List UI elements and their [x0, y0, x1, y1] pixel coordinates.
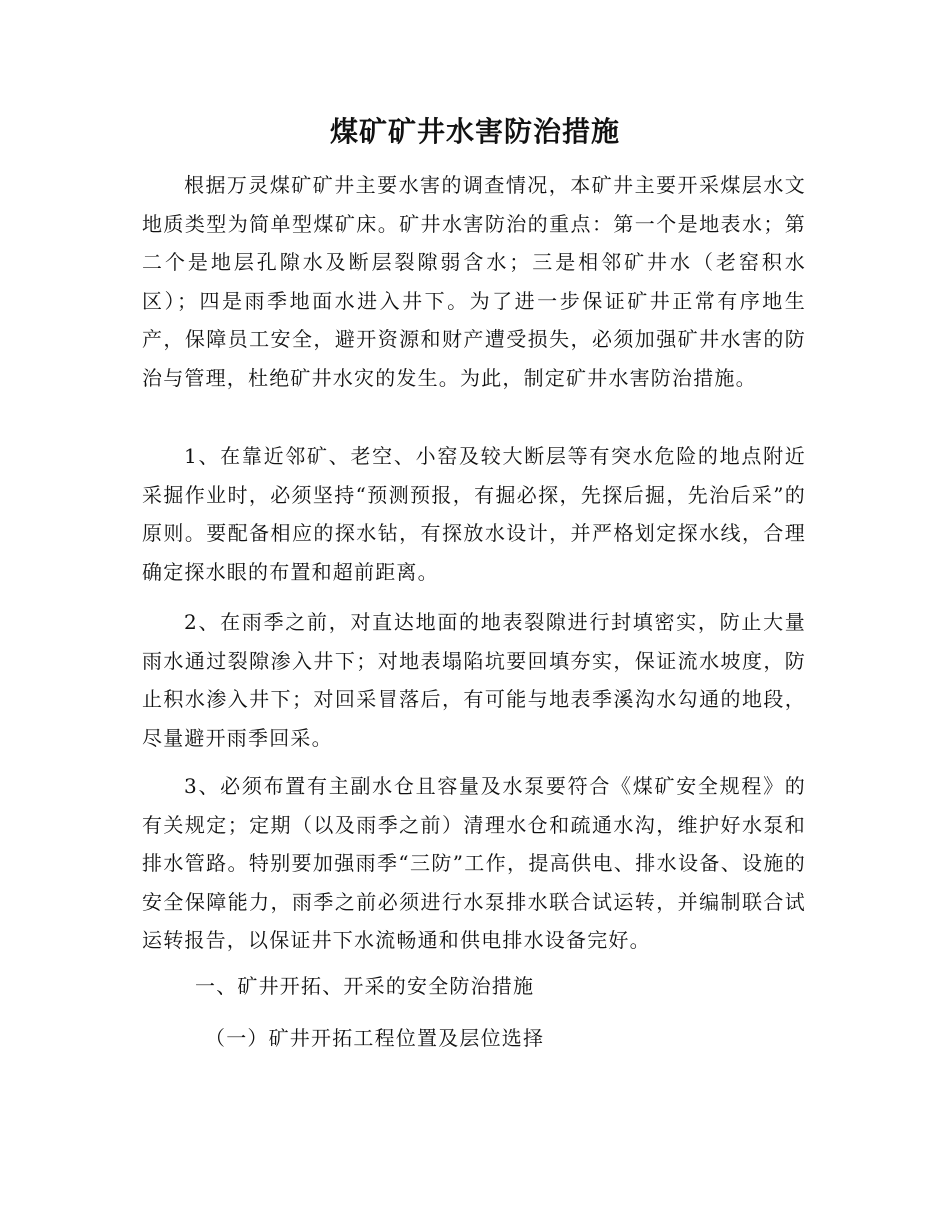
document-title: 煤矿矿井水害防治措施 [329, 115, 620, 148]
subsection-heading: （一）矿井开拓工程位置及层位选择 [205, 1026, 545, 1050]
intro-paragraph: 根据万灵煤矿矿井主要水害的调查情况，本矿井主要开采煤层水文地质类型为简单型煤矿床。矿井水害防治的重点：第一个是地表水；第二个是地层孔隙水及断层裂隙弱含水；三是相邻矿井水（老窑积水区）；四是雨季地面水进入井下。为了进一步保证矿井正常有序地生产，保障员工安全，避开资源和财产遭受损失，必须加强矿井水害的防治与管理，杜绝矿井水灾的发生。为此，制定矿井水害防治措施。 [142, 173, 806, 390]
measure-paragraph-1: 1、在靠近邻矿、老空、小窑及较大断层等有突水危险的地点附近采掘作业时，必须坚持“预测预报，有掘必探，先探后掘，先治后采”的原则。要配备相应的探水钻，有探放水设计，并严格划定探水线，合理确定探水眼的布置和超前距离。 [142, 444, 806, 584]
measure-paragraph-3: 3、必须布置有主副水仓且容量及水泵要符合《煤矿安全规程》的有关规定；定期（以及雨季之前）清理水仓和疏通水沟，维护好水泵和排水管路。特别要加强雨季“三防”工作，提高供电、排水设备、设施的安全保障能力，雨季之前必须进行水泵排水联合试运转，并编制联合试运转报告，以保证井下水流畅通和供电排水设备完好。 [142, 774, 806, 952]
section-heading: 一、矿井开拓、开采的安全防治措施 [195, 974, 535, 998]
measure-paragraph-2: 2、在雨季之前，对直达地面的地表裂隙进行封填密实，防止大量雨水通过裂隙渗入井下；对地表塌陷坑要回填夯实，保证流水坡度，防止积水渗入井下；对回采冒落后，有可能与地表季溪沟水勾通的地段，尽量避开雨季回采。 [142, 610, 806, 750]
